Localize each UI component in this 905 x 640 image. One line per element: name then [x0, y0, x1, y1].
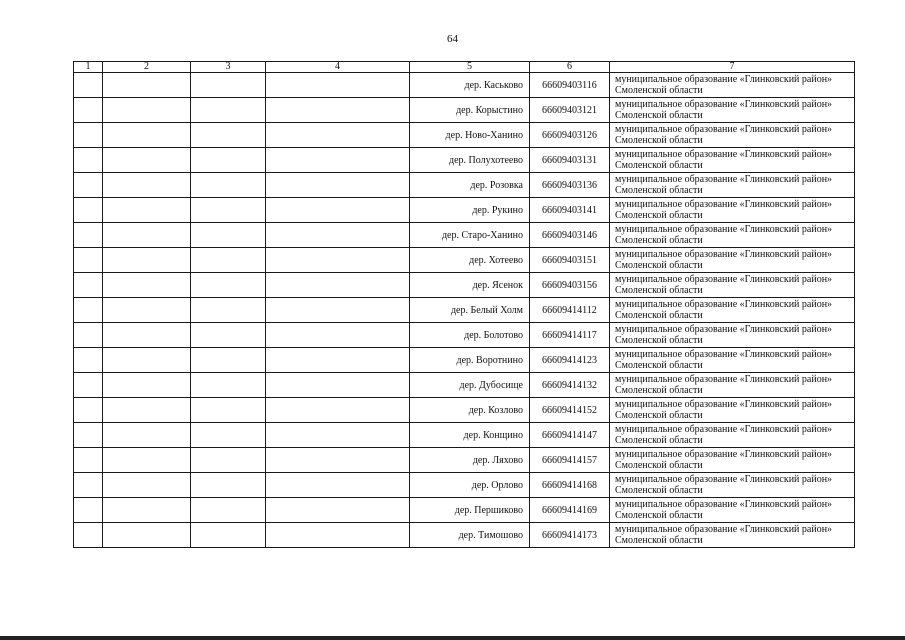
- empty-cell: [74, 73, 103, 98]
- settlement-name: дер. Каськово: [410, 73, 530, 98]
- municipality-line: муниципальное образование «Глинковский район»: [615, 524, 833, 535]
- empty-cell: [266, 498, 410, 523]
- table-row: [74, 323, 855, 348]
- empty-cell: [103, 448, 191, 473]
- empty-cell: [103, 223, 191, 248]
- column-number: 5: [410, 62, 530, 73]
- settlement-name: дер. Тимошово: [410, 523, 530, 548]
- oktmo-code: 66609414112: [530, 298, 610, 323]
- oktmo-code: 66609414123: [530, 348, 610, 373]
- municipality-line: муниципальное образование «Глинковский район»: [615, 224, 833, 235]
- empty-cell: [266, 523, 410, 548]
- municipality-cell: [610, 373, 855, 398]
- municipality-line: муниципальное образование «Глинковский район»: [615, 174, 833, 185]
- table-row: [74, 523, 855, 548]
- municipality-cell: [610, 123, 855, 148]
- empty-cell: [191, 73, 266, 98]
- table-row: [74, 348, 855, 373]
- empty-cell: [74, 523, 103, 548]
- table-row: [74, 98, 855, 123]
- municipality-line: муниципальное образование «Глинковский район»: [615, 374, 833, 385]
- empty-cell: [103, 273, 191, 298]
- municipality-cell: [610, 223, 855, 248]
- empty-cell: [266, 448, 410, 473]
- table-row: [74, 273, 855, 298]
- settlement-name: дер. Болотово: [410, 323, 530, 348]
- empty-cell: [191, 98, 266, 123]
- empty-cell: [74, 198, 103, 223]
- oktmo-code: 66609414173: [530, 523, 610, 548]
- region-line: Смоленской области: [615, 260, 703, 271]
- empty-cell: [191, 398, 266, 423]
- municipality-line: муниципальное образование «Глинковский район»: [615, 349, 833, 360]
- settlement-name: дер. Старо-Ханино: [410, 223, 530, 248]
- region-line: Смоленской области: [615, 335, 703, 346]
- region-line: Смоленской области: [615, 110, 703, 121]
- empty-cell: [103, 473, 191, 498]
- empty-cell: [103, 398, 191, 423]
- municipality-cell: [610, 398, 855, 423]
- municipality-cell: [610, 73, 855, 98]
- settlement-name: дер. Конщино: [410, 423, 530, 448]
- oktmo-code: 66609403136: [530, 173, 610, 198]
- empty-cell: [74, 423, 103, 448]
- settlement-name: дер. Ново-Ханино: [410, 123, 530, 148]
- municipality-cell: [610, 248, 855, 273]
- empty-cell: [191, 248, 266, 273]
- table-row: [74, 448, 855, 473]
- municipality-line: муниципальное образование «Глинковский район»: [615, 149, 833, 160]
- empty-cell: [74, 98, 103, 123]
- empty-cell: [191, 173, 266, 198]
- oktmo-code: 66609403126: [530, 123, 610, 148]
- municipality-line: муниципальное образование «Глинковский район»: [615, 74, 833, 85]
- settlement-name: дер. Ясенок: [410, 273, 530, 298]
- scan-bottom-edge: [0, 636, 905, 640]
- municipality-cell: [610, 273, 855, 298]
- empty-cell: [103, 73, 191, 98]
- empty-cell: [74, 248, 103, 273]
- column-number: 7: [610, 62, 855, 73]
- column-number: 4: [266, 62, 410, 73]
- municipality-line: муниципальное образование «Глинковский район»: [615, 299, 833, 310]
- empty-cell: [266, 223, 410, 248]
- empty-cell: [103, 98, 191, 123]
- empty-cell: [191, 348, 266, 373]
- empty-cell: [74, 323, 103, 348]
- settlement-name: дер. Розовка: [410, 173, 530, 198]
- municipality-line: муниципальное образование «Глинковский район»: [615, 274, 833, 285]
- empty-cell: [103, 148, 191, 173]
- municipality-line: муниципальное образование «Глинковский район»: [615, 474, 833, 485]
- empty-cell: [74, 448, 103, 473]
- oktmo-code: 66609414147: [530, 423, 610, 448]
- empty-cell: [266, 73, 410, 98]
- empty-cell: [191, 423, 266, 448]
- settlement-name: дер. Дубосище: [410, 373, 530, 398]
- municipality-cell: [610, 473, 855, 498]
- oktmo-code: 66609414157: [530, 448, 610, 473]
- page-number: 64: [447, 33, 458, 45]
- empty-cell: [191, 273, 266, 298]
- region-line: Смоленской области: [615, 160, 703, 171]
- empty-cell: [266, 398, 410, 423]
- empty-cell: [191, 148, 266, 173]
- column-number: 3: [191, 62, 266, 73]
- column-number: 6: [530, 62, 610, 73]
- empty-cell: [74, 223, 103, 248]
- oktmo-code: 66609403156: [530, 273, 610, 298]
- region-line: Смоленской области: [615, 460, 703, 471]
- settlement-name: дер. Корыстино: [410, 98, 530, 123]
- table-row: [74, 248, 855, 273]
- oktmo-code: 66609414168: [530, 473, 610, 498]
- municipality-line: муниципальное образование «Глинковский район»: [615, 99, 833, 110]
- municipality-line: муниципальное образование «Глинковский район»: [615, 399, 833, 410]
- oktmo-code: 66609403146: [530, 223, 610, 248]
- region-line: Смоленской области: [615, 285, 703, 296]
- oktmo-code: 66609403151: [530, 248, 610, 273]
- empty-cell: [191, 323, 266, 348]
- municipality-cell: [610, 448, 855, 473]
- municipality-cell: [610, 323, 855, 348]
- column-number: 2: [103, 62, 191, 73]
- empty-cell: [103, 373, 191, 398]
- empty-cell: [74, 173, 103, 198]
- empty-cell: [103, 348, 191, 373]
- oktmo-code: 66609414169: [530, 498, 610, 523]
- table-row: [74, 173, 855, 198]
- table-row: [74, 398, 855, 423]
- table-row: [74, 423, 855, 448]
- municipality-line: муниципальное образование «Глинковский район»: [615, 249, 833, 260]
- municipality-line: муниципальное образование «Глинковский район»: [615, 424, 833, 435]
- table-row: [74, 498, 855, 523]
- empty-cell: [191, 198, 266, 223]
- empty-cell: [191, 373, 266, 398]
- table-row: [74, 73, 855, 98]
- table-row: [74, 473, 855, 498]
- empty-cell: [103, 173, 191, 198]
- empty-cell: [74, 398, 103, 423]
- region-line: Смоленской области: [615, 310, 703, 321]
- municipality-line: муниципальное образование «Глинковский район»: [615, 499, 833, 510]
- municipality-cell: [610, 148, 855, 173]
- region-line: Смоленской области: [615, 535, 703, 546]
- empty-cell: [103, 323, 191, 348]
- settlement-name: дер. Полухотеево: [410, 148, 530, 173]
- empty-cell: [103, 523, 191, 548]
- municipality-cell: [610, 98, 855, 123]
- table-row: [74, 123, 855, 148]
- table-row: [74, 148, 855, 173]
- settlement-name: дер. Белый Холм: [410, 298, 530, 323]
- municipality-cell: [610, 348, 855, 373]
- oktmo-code: 66609414152: [530, 398, 610, 423]
- municipality-line: муниципальное образование «Глинковский район»: [615, 199, 833, 210]
- oktmo-code: 66609403121: [530, 98, 610, 123]
- region-line: Смоленской области: [615, 435, 703, 446]
- municipality-cell: [610, 498, 855, 523]
- region-line: Смоленской области: [615, 210, 703, 221]
- empty-cell: [74, 298, 103, 323]
- empty-cell: [266, 473, 410, 498]
- table-row: [74, 298, 855, 323]
- table-row: [74, 198, 855, 223]
- municipality-cell: [610, 173, 855, 198]
- empty-cell: [266, 148, 410, 173]
- region-line: Смоленской области: [615, 485, 703, 496]
- empty-cell: [191, 523, 266, 548]
- empty-cell: [103, 198, 191, 223]
- municipality-cell: [610, 423, 855, 448]
- empty-cell: [266, 248, 410, 273]
- column-number: 1: [74, 62, 103, 73]
- region-line: Смоленской области: [615, 360, 703, 371]
- empty-cell: [191, 498, 266, 523]
- municipality-line: муниципальное образование «Глинковский район»: [615, 124, 833, 135]
- oktmo-code: 66609403131: [530, 148, 610, 173]
- empty-cell: [191, 473, 266, 498]
- empty-cell: [266, 273, 410, 298]
- region-line: Смоленской области: [615, 410, 703, 421]
- table-row: [74, 373, 855, 398]
- oktmo-code: 66609403141: [530, 198, 610, 223]
- table-row: [74, 223, 855, 248]
- region-line: Смоленской области: [615, 235, 703, 246]
- empty-cell: [266, 98, 410, 123]
- region-line: Смоленской области: [615, 85, 703, 96]
- empty-cell: [74, 273, 103, 298]
- region-line: Смоленской области: [615, 185, 703, 196]
- settlement-name: дер. Воротнино: [410, 348, 530, 373]
- municipality-line: муниципальное образование «Глинковский район»: [615, 449, 833, 460]
- settlement-name: дер. Хотеево: [410, 248, 530, 273]
- empty-cell: [191, 448, 266, 473]
- oktmo-code: 66609403116: [530, 73, 610, 98]
- empty-cell: [266, 173, 410, 198]
- empty-cell: [103, 423, 191, 448]
- municipality-cell: [610, 198, 855, 223]
- oktmo-code: 66609414117: [530, 323, 610, 348]
- empty-cell: [74, 123, 103, 148]
- empty-cell: [266, 323, 410, 348]
- empty-cell: [191, 223, 266, 248]
- empty-cell: [191, 298, 266, 323]
- empty-cell: [74, 148, 103, 173]
- empty-cell: [191, 123, 266, 148]
- settlement-name: дер. Орлово: [410, 473, 530, 498]
- empty-cell: [74, 473, 103, 498]
- empty-cell: [103, 248, 191, 273]
- empty-cell: [103, 498, 191, 523]
- empty-cell: [266, 348, 410, 373]
- empty-cell: [266, 298, 410, 323]
- oktmo-code: 66609414132: [530, 373, 610, 398]
- settlement-name: дер. Рукино: [410, 198, 530, 223]
- empty-cell: [266, 423, 410, 448]
- column-number-row: [74, 62, 855, 73]
- municipality-cell: [610, 298, 855, 323]
- settlement-name: дер. Козлово: [410, 398, 530, 423]
- empty-cell: [266, 198, 410, 223]
- empty-cell: [103, 123, 191, 148]
- empty-cell: [266, 123, 410, 148]
- settlements-table: [73, 61, 855, 548]
- settlement-name: дер. Першиково: [410, 498, 530, 523]
- empty-cell: [74, 373, 103, 398]
- region-line: Смоленской области: [615, 510, 703, 521]
- municipality-line: муниципальное образование «Глинковский район»: [615, 324, 833, 335]
- empty-cell: [74, 498, 103, 523]
- empty-cell: [103, 298, 191, 323]
- region-line: Смоленской области: [615, 135, 703, 146]
- settlement-name: дер. Ляхово: [410, 448, 530, 473]
- empty-cell: [266, 373, 410, 398]
- region-line: Смоленской области: [615, 385, 703, 396]
- empty-cell: [74, 348, 103, 373]
- municipality-cell: [610, 523, 855, 548]
